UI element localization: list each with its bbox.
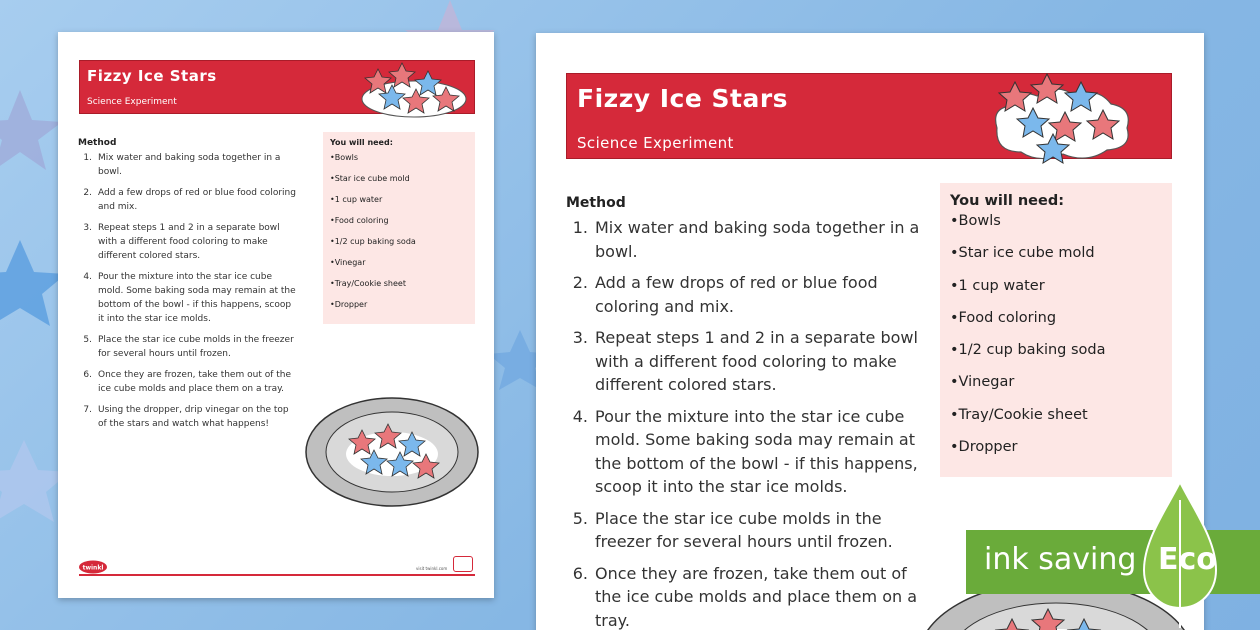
worksheet-title: Fizzy Ice Stars [577,84,789,113]
list-item: •Dropper [950,439,1018,456]
materials-heading: You will need: [950,193,1065,209]
list-item: •Tray/Cookie sheet [950,406,1088,423]
footer-url: visit twinkl.com [416,566,448,571]
step-text: Once they are frozen, take them out of the ice cube molds and place them on a tray. [98,370,292,394]
star-shape [0,240,66,326]
step-number: 6. [83,370,92,380]
list-item: •Dropper [330,300,368,309]
worksheet-subtitle: Science Experiment [577,134,734,152]
footer-badge [453,556,473,572]
method-steps [566,216,920,630]
materials-list [330,153,468,321]
step-number: 7. [83,405,92,415]
step-number: 4. [572,406,588,426]
step-number: 1. [572,218,588,237]
list-item [78,221,296,263]
list-item [566,271,920,318]
eco-label: Eco [1158,542,1217,577]
list-item [566,326,920,397]
step-text: Pour the mixture into the star ice cube mold. Some baking soda may remain at the bottom of the bowl - if this happens, scoop it into the star ice molds. [595,406,918,496]
worksheet-title: Fizzy Ice Stars [87,67,217,85]
list-item [566,216,920,263]
worksheet-subtitle: Science Experiment [87,97,177,107]
tray-illustration [304,394,480,510]
step-number: 1. [83,153,92,163]
twinkl-logo [78,560,108,574]
list-item: •Food coloring [330,216,389,225]
list-item: •Food coloring [950,309,1057,326]
step-text: Add a few drops of red or blue food coloring and mix. [595,273,878,316]
step-number: 5. [572,508,588,528]
step-number: 3. [83,223,92,233]
step-number: 2. [572,273,588,292]
title-banner [79,60,475,114]
list-item [566,562,920,630]
list-item: •Bowls [950,213,1001,229]
list-item: •1 cup water [950,277,1045,294]
list-item: •Vinegar [330,258,366,267]
step-number: 6. [572,563,588,583]
logo-text: twinkl [82,564,104,572]
step-text: Mix water and baking soda together in a bowl. [595,218,920,261]
step-text: Repeat steps 1 and 2 in a separate bowl with a different food coloring to make different colored stars. [595,328,918,394]
list-item: •Tray/Cookie sheet [330,279,406,288]
step-text: Place the star ice cube molds in the freezer for several hours until frozen. [98,335,294,359]
method-heading: Method [566,195,626,211]
list-item [78,333,296,361]
list-item [78,151,296,179]
ice-stars-illustration [987,68,1137,168]
step-text: Repeat steps 1 and 2 in a separate bowl with a different food coloring to make different colored stars. [98,223,280,261]
step-number: 3. [572,328,588,347]
list-item: •Vinegar [950,374,1015,391]
list-item [78,368,296,396]
list-item: •Star ice cube mold [950,245,1095,262]
materials-heading: You will need: [330,138,393,147]
ice-stars-illustration [356,59,472,123]
step-text: Place the star ice cube molds in the freezer for several hours until frozen. [595,508,893,551]
ink-saving-badge [966,480,1260,630]
list-item [566,405,920,499]
title-banner [566,73,1172,159]
materials-list [950,213,1162,471]
list-item [566,507,920,554]
method-steps [78,151,296,438]
list-item [78,403,296,431]
list-item [78,270,296,326]
footer-divider [79,574,475,576]
list-item: •1 cup water [330,195,383,204]
list-item: •Star ice cube mold [330,174,410,183]
method-heading: Method [78,138,117,148]
ink-saving-label: ink saving [984,542,1137,577]
materials-box [323,132,475,324]
list-item: •Bowls [330,153,359,162]
step-number: 5. [83,335,92,345]
step-text: Pour the mixture into the star ice cube mold. Some baking soda may remain at the bottom of the bowl - if this happens, scoop it into the star ice molds. [98,272,296,324]
step-number: 4. [83,272,92,282]
list-item: •1/2 cup baking soda [330,237,416,246]
materials-box [940,183,1172,477]
step-text: Using the dropper, drip vinegar on the top of the stars and watch what happens! [98,405,289,429]
list-item: •1/2 cup baking soda [950,342,1106,359]
step-number: 2. [83,188,92,198]
list-item [78,186,296,214]
step-text: Add a few drops of red or blue food coloring and mix. [98,188,296,212]
star-shape [0,90,62,170]
worksheet-thumbnail [58,32,494,598]
step-text: Mix water and baking soda together in a bowl. [98,153,281,177]
step-text: Once they are frozen, take them out of the ice cube molds and place them on a tray. [595,563,918,630]
